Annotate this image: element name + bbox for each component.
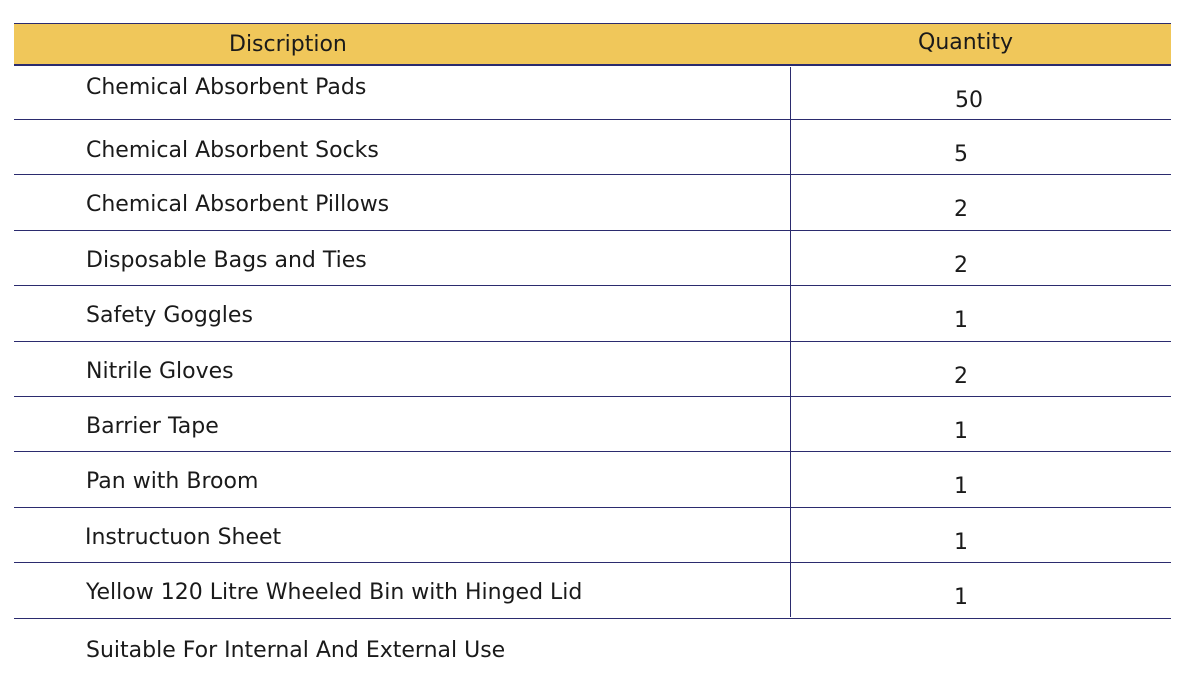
table-row xyxy=(14,286,1171,341)
row-description: Pan with Broom xyxy=(86,469,259,495)
row-quantity: 50 xyxy=(955,88,983,113)
table-row xyxy=(14,175,1171,230)
table-row xyxy=(14,120,1171,175)
header-quantity: Quantity xyxy=(918,30,1014,55)
row-quantity: 1 xyxy=(954,585,968,611)
row-quantity: 1 xyxy=(954,418,968,444)
row-quantity: 1 xyxy=(954,474,968,500)
row-description: Chemical Absorbent Pillows xyxy=(86,192,390,218)
row-description: Instructuon Sheet xyxy=(85,524,282,550)
row-description: Nitrile Gloves xyxy=(86,358,234,384)
table-body xyxy=(14,65,1171,619)
row-quantity: 2 xyxy=(954,197,968,223)
row-description: Barrier Tape xyxy=(86,413,219,439)
row-quantity: 1 xyxy=(954,529,968,555)
row-description: Chemical Absorbent Pads xyxy=(86,75,367,100)
row-quantity: 2 xyxy=(954,252,968,278)
table-row xyxy=(14,452,1171,507)
row-quantity: 1 xyxy=(954,308,968,334)
row-quantity: 2 xyxy=(954,363,968,389)
row-description: Yellow 120 Litre Wheeled Bin with Hinged Lid xyxy=(86,580,583,606)
table-row xyxy=(14,508,1171,563)
row-description: Safety Goggles xyxy=(86,303,253,329)
row-description: Disposable Bags and Ties xyxy=(86,247,367,273)
table-row xyxy=(14,65,1171,120)
table-row xyxy=(14,342,1171,397)
table-row xyxy=(14,397,1171,452)
row-description: Chemical Absorbent Socks xyxy=(86,138,379,163)
table-header xyxy=(14,23,1171,66)
row-quantity: 5 xyxy=(954,142,968,167)
table-row xyxy=(14,231,1171,286)
footer-note: Suitable For Internal And External Use xyxy=(86,638,506,663)
header-description: Discription xyxy=(229,32,347,57)
table-row xyxy=(14,563,1171,618)
